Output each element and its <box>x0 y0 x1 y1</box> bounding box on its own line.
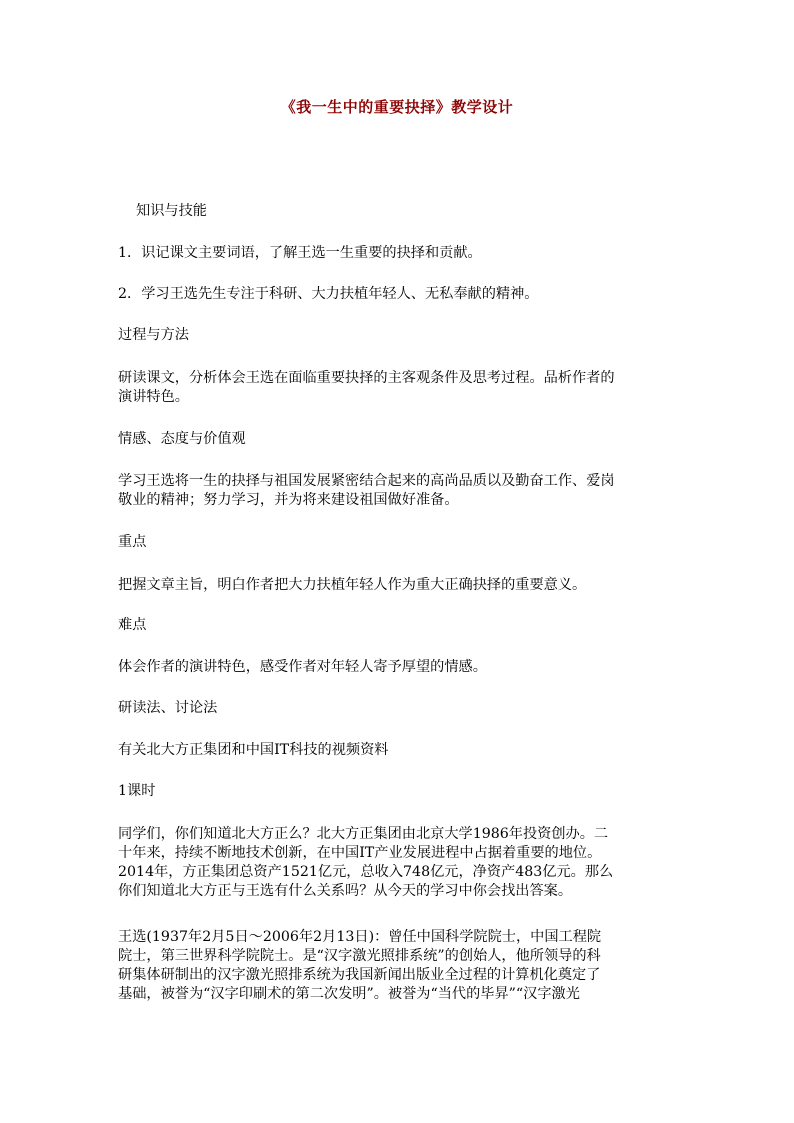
bio-line-2: 院士，第三世界科学院院士。是“汉字激光照排系统”的创始人，他所领导的科 <box>118 948 601 964</box>
knowledge-item-1: 1．识记课文主要词语，了解王选一生重要的抉择和贡献。 <box>118 245 482 261</box>
emotion-line-2: 敬业的精神；努力学习，并为将来建设祖国做好准备。 <box>118 492 459 508</box>
emotion-heading: 情感、态度与价值观 <box>118 431 246 447</box>
emotion-paragraph <box>118 472 678 510</box>
intro-line-1: 同学们，你们知道北大方正么？北大方正集团由北京大学1986年投资创办。二 <box>118 826 609 842</box>
key-heading: 重点 <box>118 534 147 550</box>
intro-line-4: 你们知道北大方正与王选有什么关系吗？从今天的学习中你会找出答案。 <box>118 883 573 899</box>
process-line-2: 演讲特色。 <box>118 389 189 405</box>
material-text: 有关北大方正集团和中国IT科技的视频资料 <box>118 742 389 758</box>
intro-line-3: 2014年，方正集团总资产1521亿元，总收入748亿元，净资产483亿元。那么 <box>118 864 614 880</box>
intro-paragraph <box>118 825 678 901</box>
knowledge-item-2: 2．学习王选先生专注于科研、大力扶植年轻人、无私奉献的精神。 <box>118 286 539 302</box>
key-text: 把握文章主旨，明白作者把大力扶植年轻人作为重大正确抉择的重要意义。 <box>118 577 587 593</box>
process-line-1: 研读课文，分析体会王选在面临重要抉择的主客观条件及思考过程。品析作者的 <box>118 370 615 386</box>
difficulty-heading: 难点 <box>118 617 147 633</box>
hours-text: 1课时 <box>118 783 156 799</box>
intro-line-2: 十年来，持续不断地技术创新，在中国IT产业发展进程中占据着重要的地位。 <box>118 845 602 861</box>
difficulty-text: 体会作者的演讲特色，感受作者对年轻人寄予厚望的情感。 <box>118 659 487 675</box>
bio-line-4: 基础，被誉为“汉字印刷术的第二次发明”。被誉为“当代的毕昇”“汉字激光 <box>118 986 580 1002</box>
emotion-line-1: 学习王选将一生的抉择与祖国发展紧密结合起来的高尚品质以及勤奋工作、爱岗 <box>118 473 615 489</box>
knowledge-heading: 知识与技能 <box>136 203 207 219</box>
method-text: 研读法、讨论法 <box>118 700 218 716</box>
process-heading: 过程与方法 <box>118 327 189 343</box>
bio-line-3: 研集体研制出的汉字激光照排系统为我国新闻出版业全过程的计算机化奠定了 <box>118 967 601 983</box>
process-paragraph <box>118 369 678 407</box>
bio-line-1: 王选(1937年2月5日～2006年2月13日)：曾任中国科学院院士，中国工程院 <box>118 929 602 945</box>
document-title: 《我一生中的重要抉择》教学设计 <box>280 98 514 116</box>
bio-paragraph <box>118 928 678 1004</box>
